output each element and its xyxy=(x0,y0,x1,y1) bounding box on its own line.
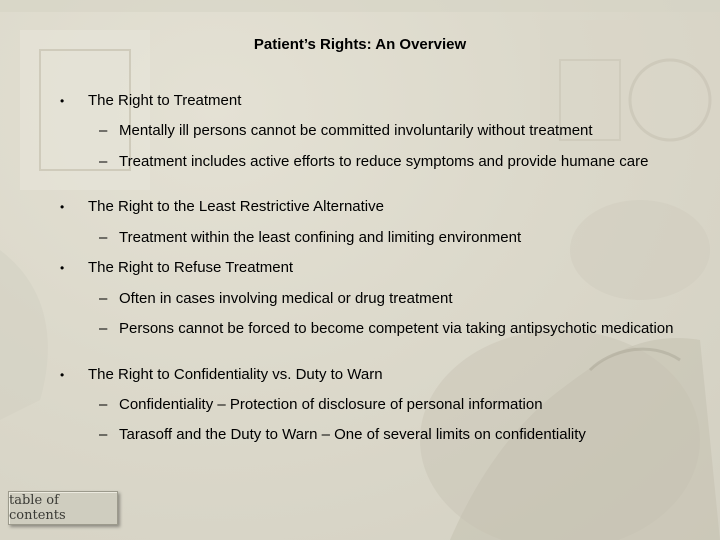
table-of-contents-button[interactable]: table of contents xyxy=(8,491,118,525)
dash-icon: – xyxy=(99,122,108,139)
section-3-item-1-text: Often in cases involving medical or drug treatment xyxy=(119,290,453,307)
dash-icon: – xyxy=(99,426,108,443)
section-2-heading: The Right to the Least Restrictive Alternative xyxy=(88,198,384,215)
section-4-heading: The Right to Confidentiality vs. Duty to Warn xyxy=(88,366,383,383)
bullet-icon: • xyxy=(60,94,65,108)
section-3-item-2-text: Persons cannot be forced to become competent via taking antipsychotic medication xyxy=(119,320,674,337)
section-3-heading: The Right to Refuse Treatment xyxy=(88,259,294,276)
dash-icon: – xyxy=(99,396,108,413)
dash-icon: – xyxy=(99,153,108,170)
section-1-item-1-text: Mentally ill persons cannot be committed involuntarily without treatment xyxy=(119,122,593,139)
section-4-item-2-text: Tarasoff and the Duty to Warn – One of several limits on confidentiality xyxy=(119,426,586,443)
page-title: Patient’s Rights: An Overview xyxy=(253,36,467,53)
section-2-item-1-text: Treatment within the least confining and limiting environment xyxy=(119,229,522,246)
section-1-heading: The Right to Treatment xyxy=(88,92,242,109)
dash-icon: – xyxy=(99,229,108,246)
bullet-icon: • xyxy=(60,200,65,214)
section-1-item-2-text: Treatment includes active efforts to reduce symptoms and provide humane care xyxy=(119,153,649,170)
dash-icon: – xyxy=(99,320,108,337)
section-4-item-1-text: Confidentiality – Protection of disclosure of personal information xyxy=(119,396,543,413)
dash-icon: – xyxy=(99,290,108,307)
bullet-icon: • xyxy=(60,368,65,382)
bullet-icon: • xyxy=(60,261,65,275)
